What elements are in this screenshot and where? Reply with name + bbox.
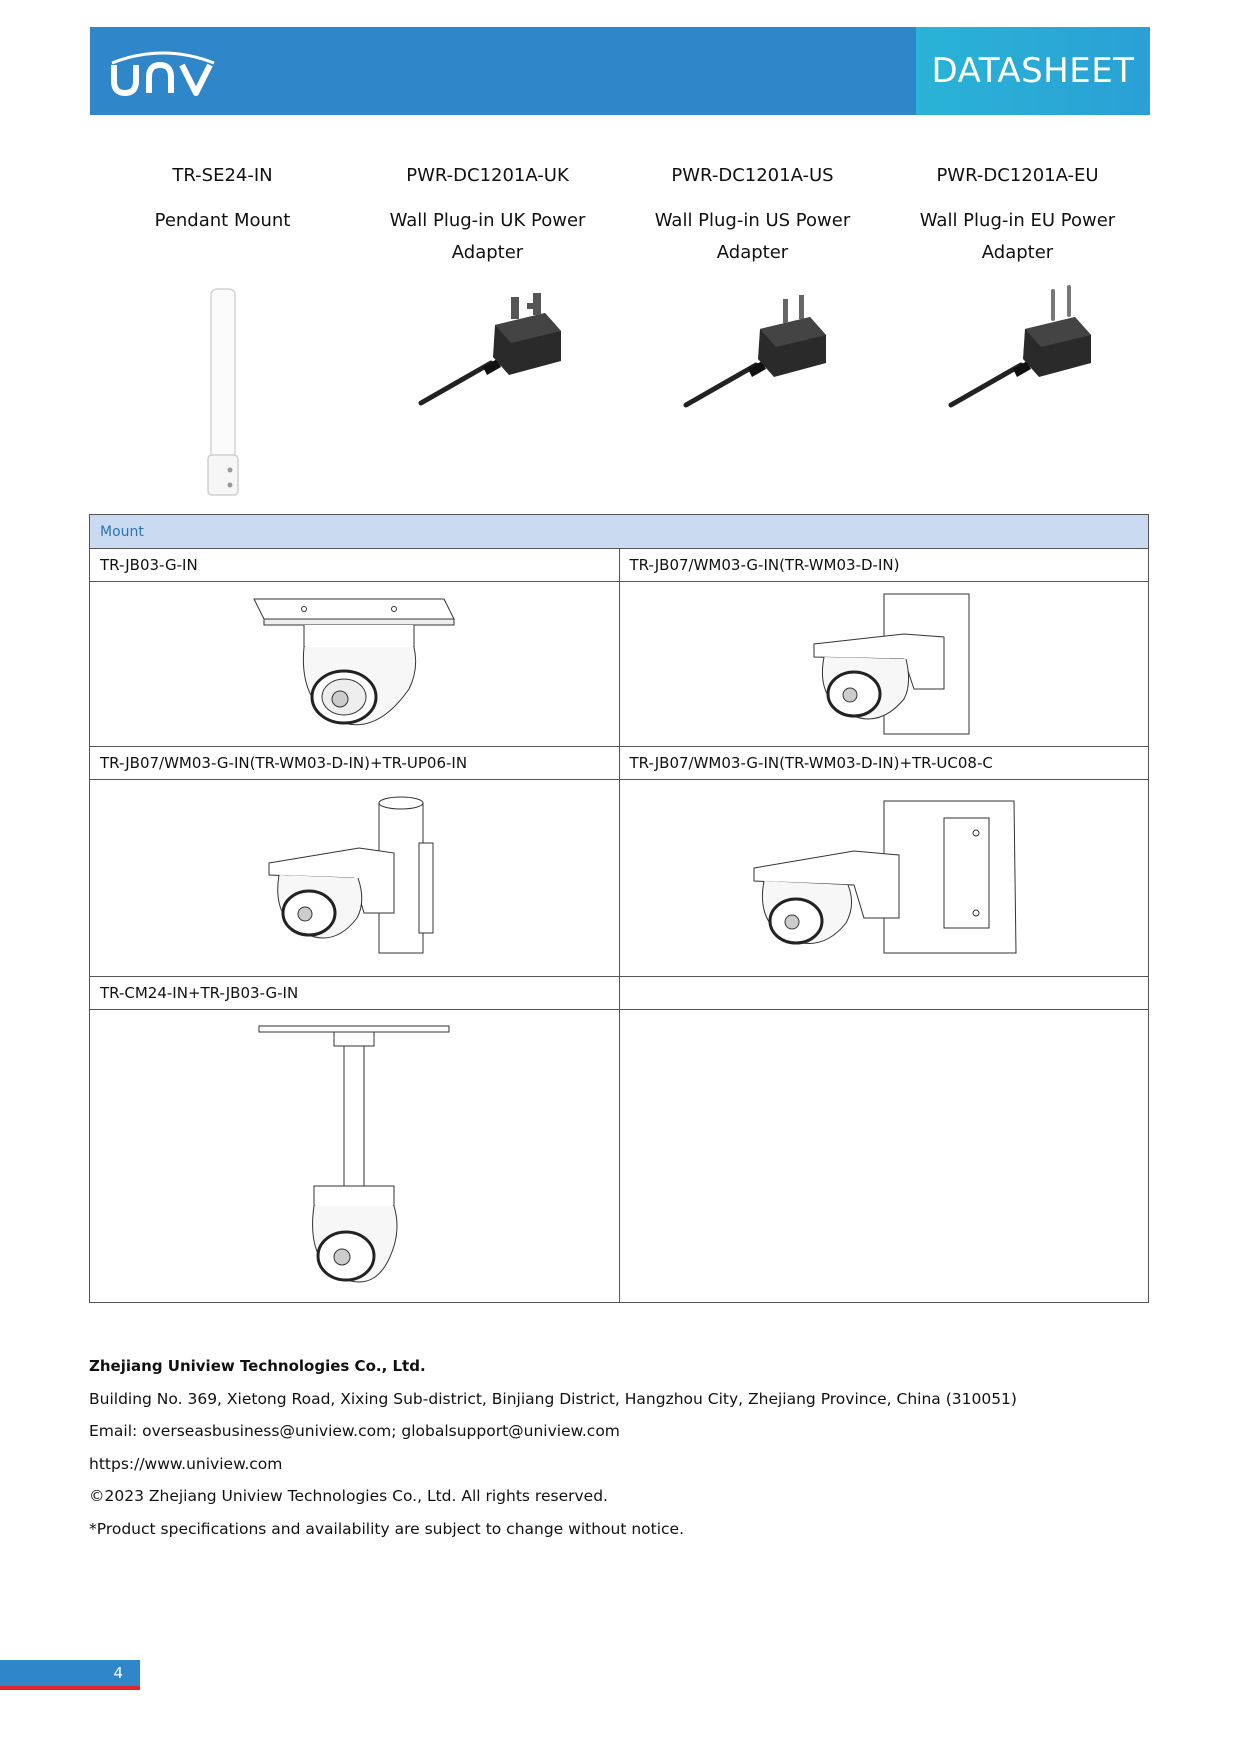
accessory-description	[620, 205, 885, 269]
description-line: Wall Plug-in UK Power	[389, 210, 586, 231]
eu-power-adapter-image	[885, 285, 1150, 505]
contact-email[interactable]: Email: overseasbusiness@uniview.com; globalsupport@uniview.com	[89, 1422, 620, 1440]
accessory-images-row	[90, 285, 1150, 505]
uk-power-adapter-image	[355, 285, 620, 505]
copyright-notice: ©2023 Zhejiang Uniview Technologies Co., Ltd. All rights reserved.	[89, 1487, 608, 1505]
accessory-model: PWR-DC1201A-EU	[936, 165, 1099, 186]
description-line: Adapter	[716, 242, 789, 263]
description-line: Adapter	[981, 242, 1054, 263]
description-line: Wall Plug-in US Power	[654, 210, 851, 231]
pendant-mount-image	[90, 285, 355, 505]
accessory-names-row	[90, 160, 1150, 192]
us-power-adapter-image	[620, 285, 885, 505]
mount-label: TR-JB07/WM03-G-IN(TR-WM03-D-IN)	[619, 549, 1149, 582]
table-row	[90, 549, 1149, 582]
table-row	[90, 977, 1149, 1010]
company-address: Building No. 369, Xietong Road, Xixing Sub-district, Binjiang District, Hangzhou City, Zhejiang Province, China (310051)	[89, 1389, 1017, 1408]
page-number: 4	[0, 1660, 140, 1690]
accessory-description	[355, 205, 620, 269]
unv-logo	[108, 41, 218, 101]
header-banner	[90, 27, 1150, 115]
company-name: Zhejiang Uniview Technologies Co., Ltd.	[89, 1357, 426, 1375]
description-line: Wall Plug-in EU Power	[919, 210, 1116, 231]
mount-label: TR-JB07/WM03-G-IN(TR-WM03-D-IN)+TR-UC08-C	[619, 747, 1149, 780]
mount-table	[89, 514, 1149, 1303]
table-row	[90, 780, 1149, 977]
accessory-model: TR-SE24-IN	[172, 165, 273, 186]
mount-label: TR-CM24-IN+TR-JB03-G-IN	[90, 977, 620, 1010]
mount-table-header	[90, 515, 1149, 549]
corner-mount-dome-image	[619, 780, 1149, 977]
mount-label: TR-JB03-G-IN	[90, 549, 620, 582]
accessory-model: PWR-DC1201A-US	[671, 165, 834, 186]
wall-mount-dome-image	[619, 582, 1149, 747]
table-row	[90, 747, 1149, 780]
empty-cell	[619, 1010, 1149, 1303]
accessory-model: PWR-DC1201A-UK	[406, 165, 569, 186]
pole-mount-dome-image	[90, 780, 620, 977]
table-row	[90, 1010, 1149, 1303]
accessory-description	[885, 205, 1150, 269]
accessory-descriptions-row	[90, 205, 1150, 269]
mount-table-title: Mount	[90, 515, 1149, 549]
ceiling-junction-box-dome-image	[90, 582, 620, 747]
mount-label	[619, 977, 1149, 1010]
datasheet-tab: DATASHEET	[916, 27, 1150, 115]
company-footer	[89, 1350, 1017, 1545]
table-row	[90, 582, 1149, 747]
website-link[interactable]: https://www.uniview.com	[89, 1454, 283, 1473]
description-line: Pendant Mount	[154, 210, 291, 231]
mount-label: TR-JB07/WM03-G-IN(TR-WM03-D-IN)+TR-UP06-IN	[90, 747, 620, 780]
description-line: Adapter	[451, 242, 524, 263]
accessory-description	[90, 205, 355, 269]
disclaimer-notice: *Product specifications and availability are subject to change without notice.	[89, 1519, 685, 1538]
pendant-ceiling-dome-image	[90, 1010, 620, 1303]
